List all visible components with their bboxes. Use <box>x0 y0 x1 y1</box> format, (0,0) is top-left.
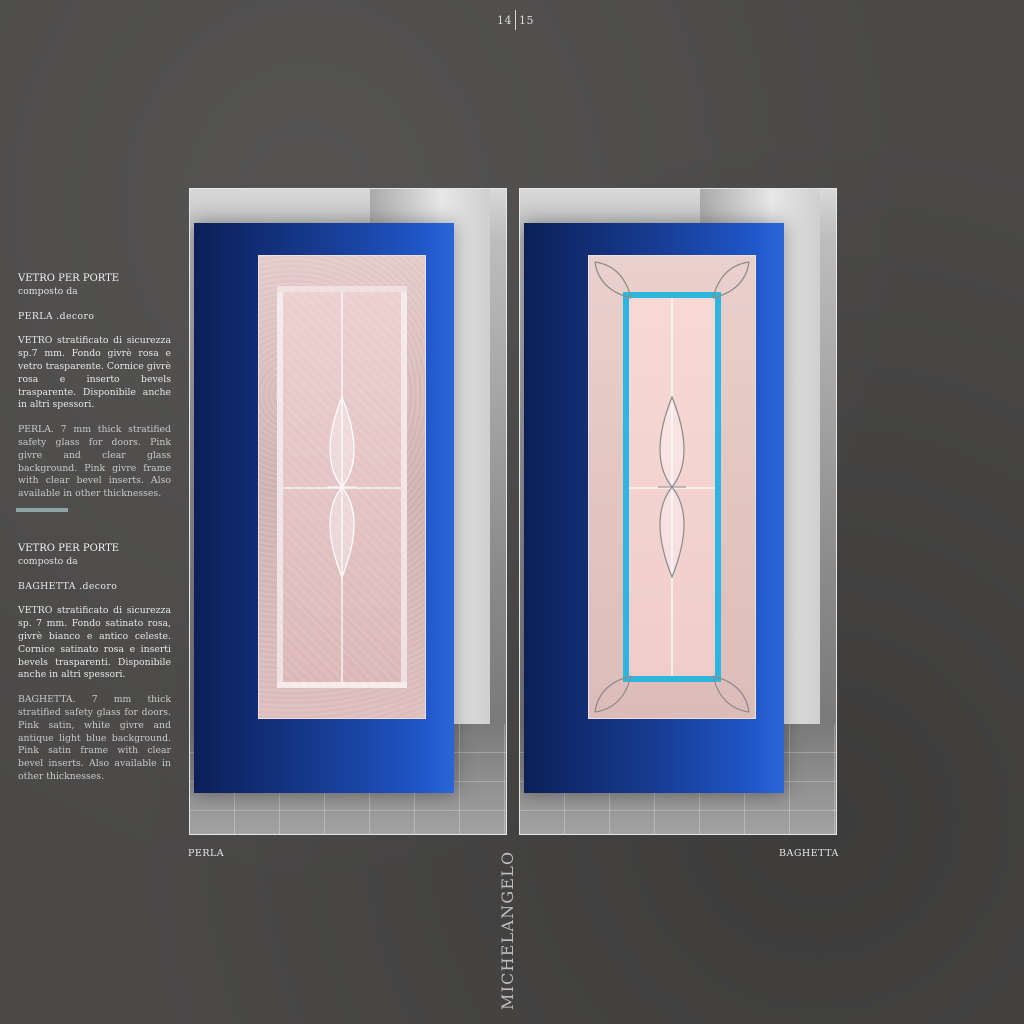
decor-name: PERLA .decoro <box>18 310 95 322</box>
product-photo-perla <box>189 188 507 835</box>
corner-bevel-icon <box>593 674 633 714</box>
italian-description: VETRO stratificato di sicurezza sp. 7 mm. Fondo satinato rosa, givrè bianco e antico celeste. Cornice satinato rosa e inserti bevels trasparenti. Disponibile anche in altri spessori. <box>18 605 171 681</box>
block-subheading: composto da <box>18 555 78 567</box>
glass-insert-perla <box>258 255 426 719</box>
decor-name: BAGHETTA .decoro <box>18 580 118 592</box>
glass-insert-baghetta <box>588 255 756 719</box>
block-subheading: composto da <box>18 285 78 297</box>
english-description: PERLA. 7 mm thick stratified safety glass for doors. Pink givre and clear glass background. Pink givre frame with clear bevel inserts. Also available in other thicknesses. <box>18 424 171 500</box>
corner-bevel-icon <box>593 260 633 300</box>
caption-baghetta: BAGHETTA <box>779 848 839 859</box>
italian-description: VETRO stratificato di sicurezza sp.7 mm. Fondo givrè rosa e vetro trasparente. Cornice givrè rosa e inserto bevels trasparente. Disponibile anche in altri spessori. <box>18 335 171 411</box>
product-photo-baghetta <box>519 188 837 835</box>
page-numbers <box>497 10 534 30</box>
bevel-ornament-icon <box>322 387 362 587</box>
block-heading: VETRO PER PORTE <box>18 273 120 284</box>
brand-name: MICHELANGELO <box>498 850 517 1010</box>
page-number-left: 14 <box>497 14 512 27</box>
description-block-baghetta <box>18 543 171 784</box>
page-number-separator <box>515 10 516 30</box>
block-heading: VETRO PER PORTE <box>18 543 120 554</box>
description-block-perla <box>18 273 171 501</box>
section-divider <box>16 508 68 512</box>
page-number-right: 15 <box>519 14 534 27</box>
english-description: BAGHETTA. 7 mm thick stratified safety glass for doors. Pink satin, white givre and antique light blue background. Pink satin frame with clear bevel inserts. Also available in other thicknesses. <box>18 694 171 782</box>
corner-bevel-icon <box>711 260 751 300</box>
caption-perla: PERLA <box>188 848 225 859</box>
corner-bevel-icon <box>711 674 751 714</box>
bevel-ornament-icon <box>652 387 692 587</box>
